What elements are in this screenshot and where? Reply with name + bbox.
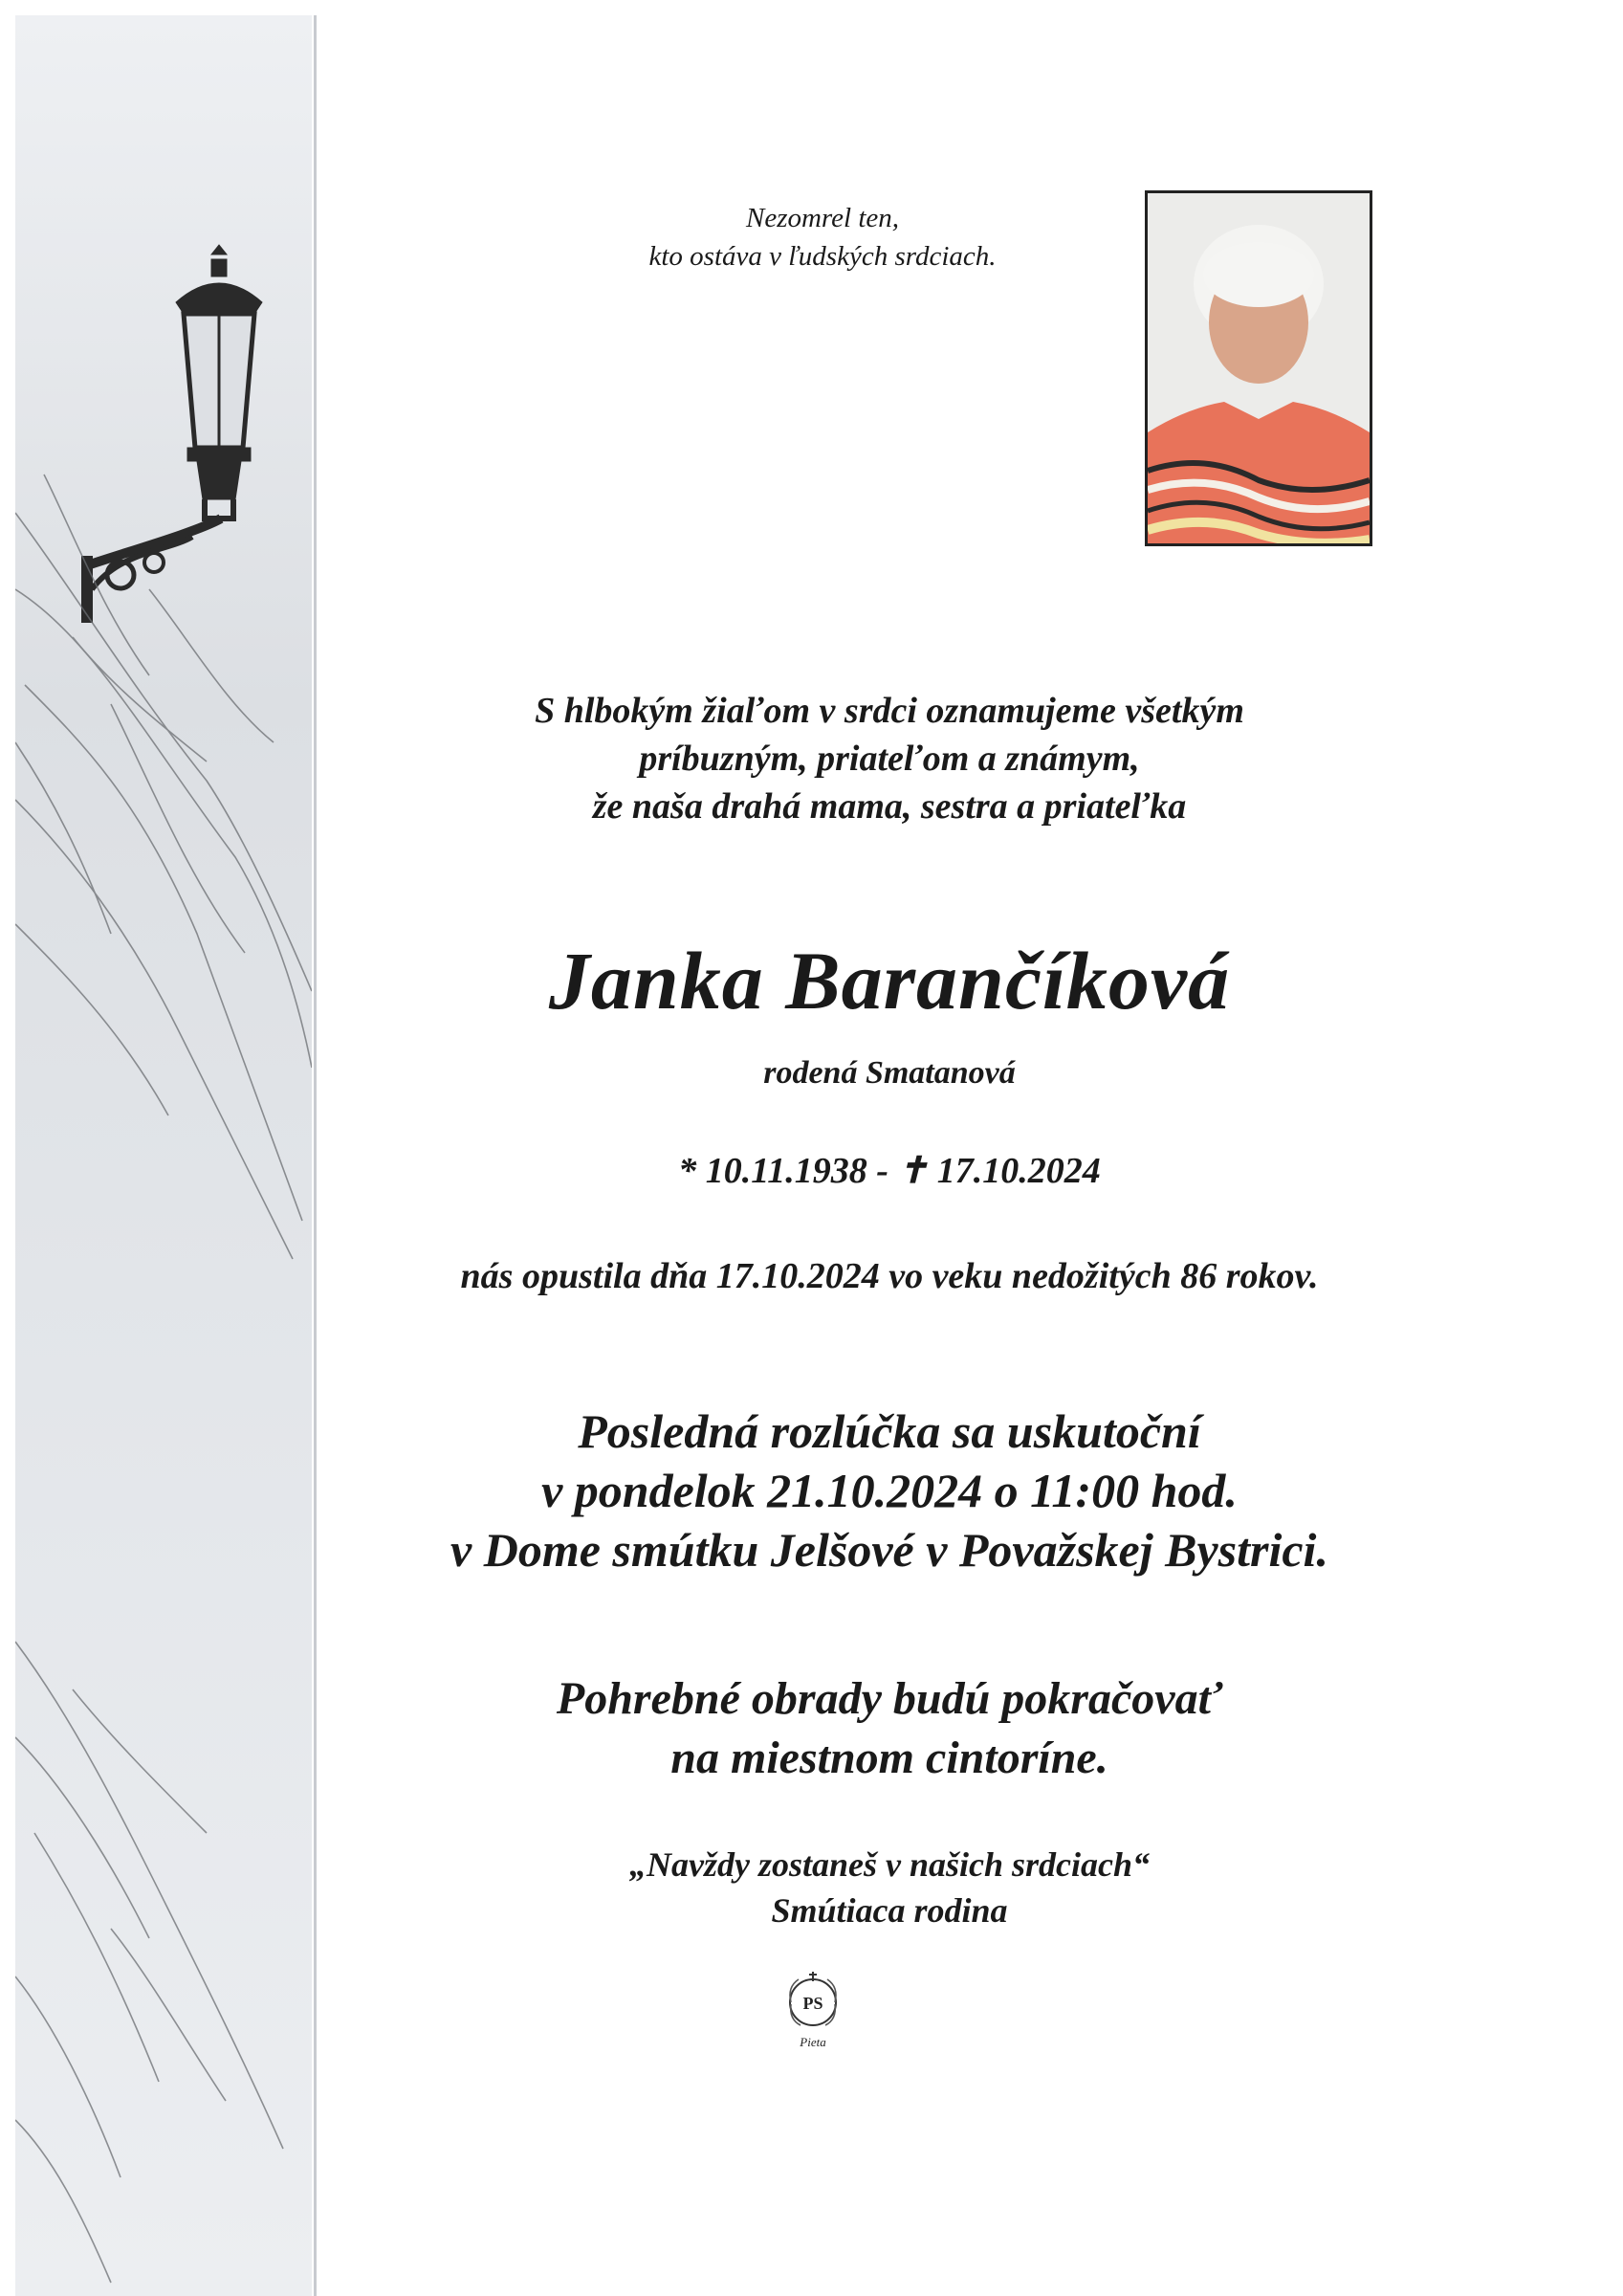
farewell-line: Posledná rozlúčka sa uskutoční	[578, 1404, 1201, 1458]
maiden-name: rodená Smatanová	[763, 1055, 1016, 1091]
logo-caption: Pieta	[800, 2035, 826, 2049]
burial-line: na miestnom cintoríne.	[670, 1733, 1108, 1783]
pieta-logo	[770, 1966, 856, 2052]
farewell-details	[316, 1402, 1463, 1579]
motto-line: kto ostáva v ľudských srdciach.	[648, 241, 997, 272]
burial-details	[316, 1669, 1463, 1788]
street-lamp-icon	[87, 245, 262, 623]
motto	[516, 199, 1129, 276]
logo-monogram: PS	[802, 1994, 823, 2013]
decorative-sidebar	[15, 15, 312, 2296]
closing	[316, 1842, 1463, 1933]
closing-quote: „Navždy zostaneš v našich srdciach“	[628, 1845, 1150, 1884]
portrait-photo	[1145, 190, 1372, 546]
intro-line: príbuzným, priateľom a známym,	[639, 739, 1140, 779]
closing-signature: Smútiaca rodina	[771, 1891, 1008, 1930]
announcement-intro	[316, 687, 1463, 830]
farewell-line: v Dome smútku Jelšové v Považskej Bystrici.	[450, 1523, 1328, 1577]
life-dates: * 10.11.1938 - ✝ 17.10.2024	[678, 1151, 1101, 1191]
intro-line: že naša drahá mama, sestra a priateľka	[592, 786, 1187, 827]
passing-statement: nás opustila dňa 17.10.2024 vo veku nedožitých 86 rokov.	[460, 1256, 1319, 1296]
burial-line: Pohrebné obrady budú pokračovať	[556, 1673, 1223, 1724]
farewell-line: v pondelok 21.10.2024 o 11:00 hod.	[541, 1464, 1238, 1517]
lamp-and-branches-illustration	[15, 15, 312, 2296]
intro-line: S hlbokým žiaľom v srdci oznamujeme všetkým	[535, 691, 1244, 731]
branches-decoration	[15, 475, 312, 2283]
deceased-name: Janka Barančíková	[548, 935, 1231, 1027]
portrait-image	[1148, 193, 1370, 543]
motto-line: Nezomrel ten,	[745, 203, 899, 233]
